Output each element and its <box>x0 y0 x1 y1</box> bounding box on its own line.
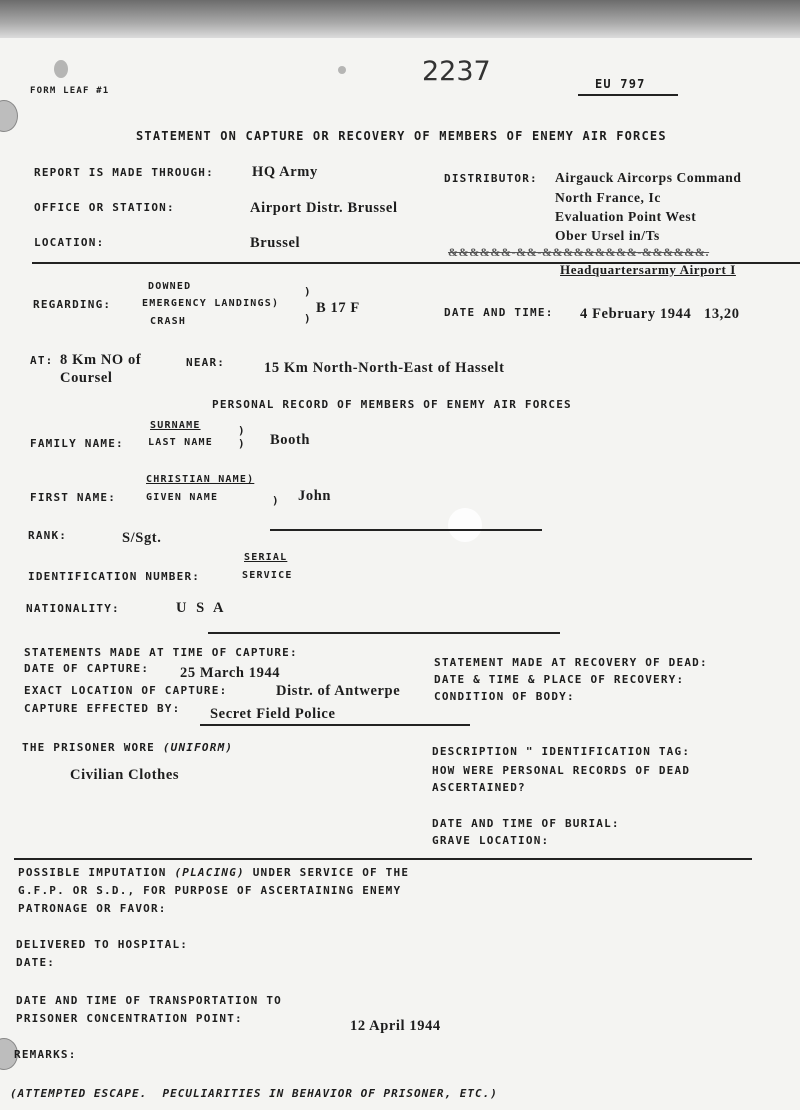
brace: ) <box>272 494 280 507</box>
scan-top-shadow <box>0 0 800 38</box>
distributor-line-2: North France, Ic <box>555 190 661 205</box>
location-label: LOCATION: <box>34 236 105 249</box>
nationality-underline <box>208 632 560 634</box>
first-name-label: FIRST NAME: <box>30 491 117 504</box>
family-name-value: Booth <box>270 432 311 448</box>
handwritten-file-number: 2237 <box>422 56 491 87</box>
identification-tag-label: DESCRIPTION " IDENTIFICATION TAG: <box>432 745 691 758</box>
distributor-line-6: Headquartersarmy Airport I <box>560 262 736 277</box>
identification-number-label: IDENTIFICATION NUMBER: <box>28 570 201 583</box>
doc-code-underline <box>578 94 678 96</box>
near-value: 15 Km North-North-East of Hasselt <box>264 360 505 376</box>
regarding-option-emergency: EMERGENCY LANDINGS) <box>142 298 280 309</box>
brace: ) <box>238 437 246 450</box>
records-how-label-2: ASCERTAINED? <box>432 781 526 794</box>
ink-dot <box>338 66 346 74</box>
imputation-label-1: POSSIBLE IMPUTATION (PLACING) UNDER SERVICE OF THE <box>18 866 410 879</box>
last-name-option: LAST NAME <box>148 437 213 448</box>
imputation-label-2: G.F.P. OR S.D., FOR PURPOSE OF ASCERTAINING ENEMY <box>18 884 402 897</box>
id-serial-option: SERIAL <box>244 552 288 563</box>
surname-option: SURNAME <box>150 420 201 431</box>
divider-line <box>32 262 800 264</box>
rank-label: RANK: <box>28 529 68 542</box>
transport-label-1: DATE AND TIME OF TRANSPORTATION TO <box>16 994 282 1007</box>
document-title: STATEMENT ON CAPTURE OR RECOVERY OF MEMBERS OF ENEMY AIR FORCES <box>136 129 667 143</box>
christian-name-option: CHRISTIAN NAME) <box>146 474 255 485</box>
at-value-line1: 8 Km NO of <box>60 352 142 368</box>
report-through-value: HQ Army <box>252 164 318 180</box>
document-code: EU 797 <box>595 77 646 91</box>
distributor-line-struck: &&&&&&-&&-&&&&&&&&&-&&&&&&. <box>448 245 710 259</box>
hospital-label: DELIVERED TO HOSPITAL: <box>16 938 189 951</box>
office-value: Airport Distr. Brussel <box>250 200 398 216</box>
ink-smudge <box>54 60 68 78</box>
imputation-label-3: PATRONAGE OR FAVOR: <box>18 902 167 915</box>
regarding-value: B 17 F <box>316 300 360 316</box>
id-service-option: SERVICE <box>242 570 293 581</box>
grave-location-label: GRAVE LOCATION: <box>432 834 550 847</box>
capture-date-label: DATE OF CAPTURE: <box>24 662 150 675</box>
brace: ) <box>304 285 312 298</box>
records-how-label-1: HOW WERE PERSONAL RECORDS OF DEAD <box>432 764 691 777</box>
capture-effected-value: Secret Field Police <box>210 706 336 722</box>
distributor-line-1: Airgauck Aircorps Command <box>555 170 742 185</box>
datetime-value: 4 February 1944 13,20 <box>580 306 740 322</box>
at-label: AT: <box>30 354 54 367</box>
nationality-value: U S A <box>176 600 227 616</box>
nationality-label: NATIONALITY: <box>26 602 120 615</box>
form-leaf-label: FORM LEAF #1 <box>30 86 110 96</box>
personal-section-title: PERSONAL RECORD OF MEMBERS OF ENEMY AIR FORCES <box>212 398 572 411</box>
lower-divider <box>14 858 752 860</box>
distributor-line-4: Ober Ursel in/Ts <box>555 228 660 243</box>
wore-value: Civilian Clothes <box>70 767 180 783</box>
capture-location-label: EXACT LOCATION OF CAPTURE: <box>24 684 228 697</box>
near-label: NEAR: <box>186 356 226 369</box>
name-underline <box>270 529 542 531</box>
rank-value: S/Sgt. <box>122 530 162 546</box>
transport-label-2: PRISONER CONCENTRATION POINT: <box>16 1012 243 1025</box>
burial-date-label: DATE AND TIME OF BURIAL: <box>432 817 620 830</box>
stamp-blot <box>448 508 482 542</box>
regarding-option-crash: CRASH <box>150 316 187 327</box>
given-name-option: GIVEN NAME <box>146 492 219 503</box>
capture-location-value: Distr. of Antwerpe <box>276 683 401 699</box>
capture-date-value: 25 March 1944 <box>180 665 281 681</box>
transport-date-value: 12 April 1944 <box>350 1018 441 1034</box>
regarding-option-downed: DOWNED <box>148 281 192 292</box>
regarding-label: REGARDING: <box>33 298 112 311</box>
at-value-line2: Coursel <box>60 370 113 386</box>
brace: ) <box>238 424 246 437</box>
hospital-date-label: DATE: <box>16 956 56 969</box>
distributor-label: DISTRIBUTOR: <box>444 172 538 185</box>
wore-label: THE PRISONER WORE (UNIFORM) <box>22 741 234 754</box>
capture-underline <box>200 724 470 726</box>
body-condition-label: CONDITION OF BODY: <box>434 690 575 703</box>
location-value: Brussel <box>250 235 301 251</box>
remarks-label: REMARKS: <box>14 1048 77 1061</box>
capture-heading: STATEMENTS MADE AT TIME OF CAPTURE: <box>24 646 298 659</box>
punch-hole-top <box>0 100 18 132</box>
recovery-heading: STATEMENT MADE AT RECOVERY OF DEAD: <box>434 656 708 669</box>
family-name-label: FAMILY NAME: <box>30 437 124 450</box>
capture-effected-label: CAPTURE EFFECTED BY: <box>24 702 181 715</box>
remarks-note: (ATTEMPTED ESCAPE. PECULIARITIES IN BEHAVIOR OF PRISONER, ETC.) <box>10 1087 498 1100</box>
report-through-label: REPORT IS MADE THROUGH: <box>34 166 214 179</box>
brace: ) <box>304 312 312 325</box>
first-name-value: John <box>298 488 332 504</box>
datetime-label: DATE AND TIME: <box>444 306 554 319</box>
distributor-line-3: Evaluation Point West <box>555 209 697 224</box>
recovery-date-place-label: DATE & TIME & PLACE OF RECOVERY: <box>434 673 685 686</box>
office-label: OFFICE OR STATION: <box>34 201 175 214</box>
